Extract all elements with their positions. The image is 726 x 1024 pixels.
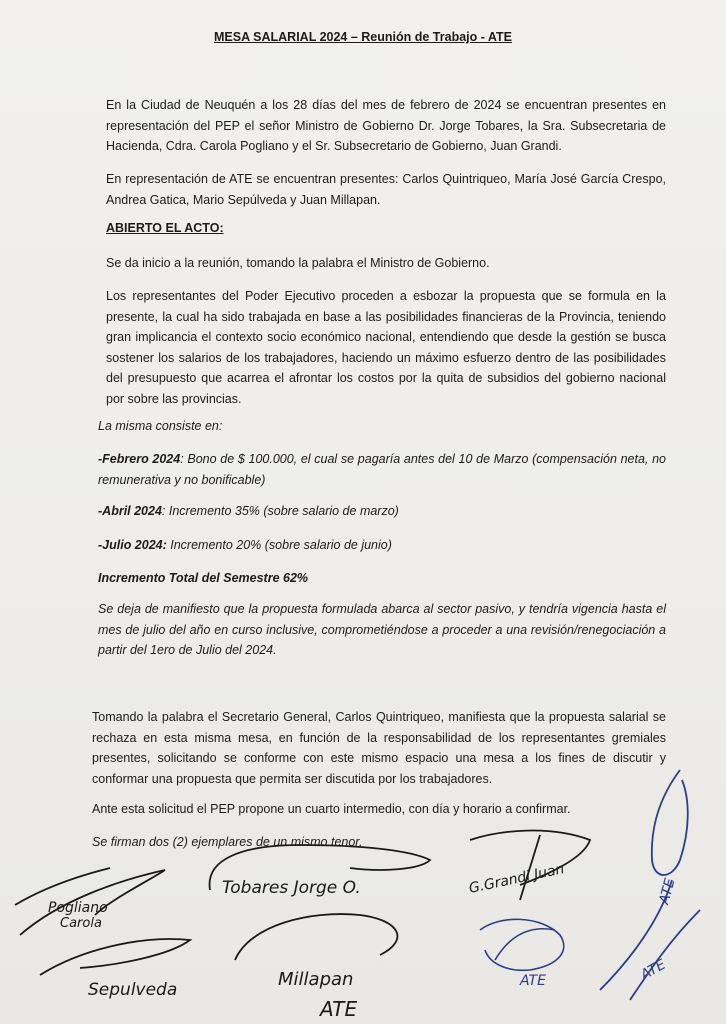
paragraph-consists: La misma consiste en:: [98, 419, 223, 433]
item-febrero-text: : Bono de $ 100.000, el cual se pagaría antes del 10 de Marzo (compensación neta, no remunerativa y no bonificable): [98, 452, 666, 487]
signature-pogliano: [15, 868, 165, 935]
signature-ate-bottom-text: ATE: [320, 997, 358, 1021]
paragraph-validity: Se deja de manifiesto que la propuesta formulada abarca al sector pasivo, y tendría vigencia hasta el mes de julio del año en curso inclusive, comprometiéndose a proceder a una revisión/renegociación a partir del 1ero de Julio del 2024.: [98, 602, 666, 657]
signature-grandi-text: G.Grandi Juan: [467, 861, 566, 897]
signature-ate-mid: [480, 919, 564, 989]
item-julio-text: Incremento 20% (sobre salario de junio): [166, 538, 392, 552]
heading-abierto: [106, 218, 666, 239]
paragraph-attendees-pep: En la Ciudad de Neuquén a los 28 días del mes de febrero de 2024 se encuentran presentes en representación del PEP el señor Ministro de Gobierno Dr. Jorge Tobares, la Sra. Subsecretaria de Hacienda, Cdra. Carola Pogliano y el Sr. Subsecretario de Gobierno, Juan Grandi.: [106, 98, 666, 153]
item-julio: [98, 535, 666, 556]
total-semester-text: Incremento Total del Semestre 62%: [98, 571, 309, 585]
heading-abierto-text: ABIERTO EL ACTO:: [106, 221, 224, 235]
signature-tobares-text: Tobares Jorge O.: [222, 878, 361, 898]
signature-sepulveda-text: Sepulveda: [88, 980, 178, 1000]
total-semester: [98, 568, 666, 589]
paragraph-opening: Se da inicio a la reunión, tomando la palabra el Ministro de Gobierno.: [106, 256, 490, 270]
signature-pogliano-line1: Pogliano: [48, 900, 108, 916]
paragraph-attendees-ate: En representación de ATE se encuentran presentes: Carlos Quintriqueo, María José García Crespo, Andrea Gatica, Mario Sepúlveda y Juan Millapan.: [106, 172, 666, 207]
paragraph-proposal: Los representantes del Poder Ejecutivo proceden a esbozar la propuesta que se formula en la presente, la cual ha sido trabajada en base a las posibilidades financieras de la Provincia, teniendo gran implicancia el contexto socio económico nacional, entendiendo que desde la gestión se busca sostener los salarios de los trabajadores, haciendo un máximo esfuerzo dentro de las posibilidades del presupuesto que acarrea el afrontar los costos por la quita de subsidios del gobierno nacional por sobre las provincias.: [106, 289, 666, 406]
signature-sepulveda: [40, 939, 190, 1000]
signature-ate-top-right-text: ATE: [656, 876, 679, 907]
paragraph-ate-response: Tomando la palabra el Secretario General, Carlos Quintriqueo, manifiesta que la propuesta salarial se rechaza en esta misma mesa, en función de la responsabilidad de los representantes gremiales presentes, solicitando se conforme con este mismo espacio una mesa a los fines de discutir y conformar una propuesta que permita ser discutida por los trabajadores.: [92, 710, 666, 786]
item-abril-label: -Abril 2024: [98, 504, 162, 518]
item-abril-text: : Incremento 35% (sobre salario de marzo): [161, 504, 399, 518]
item-julio-label: -Julio 2024:: [98, 538, 167, 552]
signature-tobares: [210, 845, 430, 898]
item-febrero-label: -Febrero 2024: [98, 452, 181, 466]
item-abril: [98, 501, 666, 522]
item-febrero: [98, 449, 666, 490]
signature-millapan-text: Millapan: [278, 969, 354, 990]
signature-ate-mid-text: ATE: [520, 973, 546, 989]
paragraph-recess: Ante esta solicitud el PEP propone un cuarto intermedio, con día y horario a confirmar.: [92, 802, 571, 816]
signature-pogliano-line2: Carola: [60, 916, 102, 931]
document-title: MESA SALARIAL 2024 – Reunión de Trabajo - ATE: [214, 30, 512, 44]
signature-millapan: [235, 914, 397, 1021]
paragraph-copies: Se firman dos (2) ejemplares de un mismo tenor.: [92, 835, 363, 849]
signature-ate-right-text: ATE: [638, 956, 669, 984]
